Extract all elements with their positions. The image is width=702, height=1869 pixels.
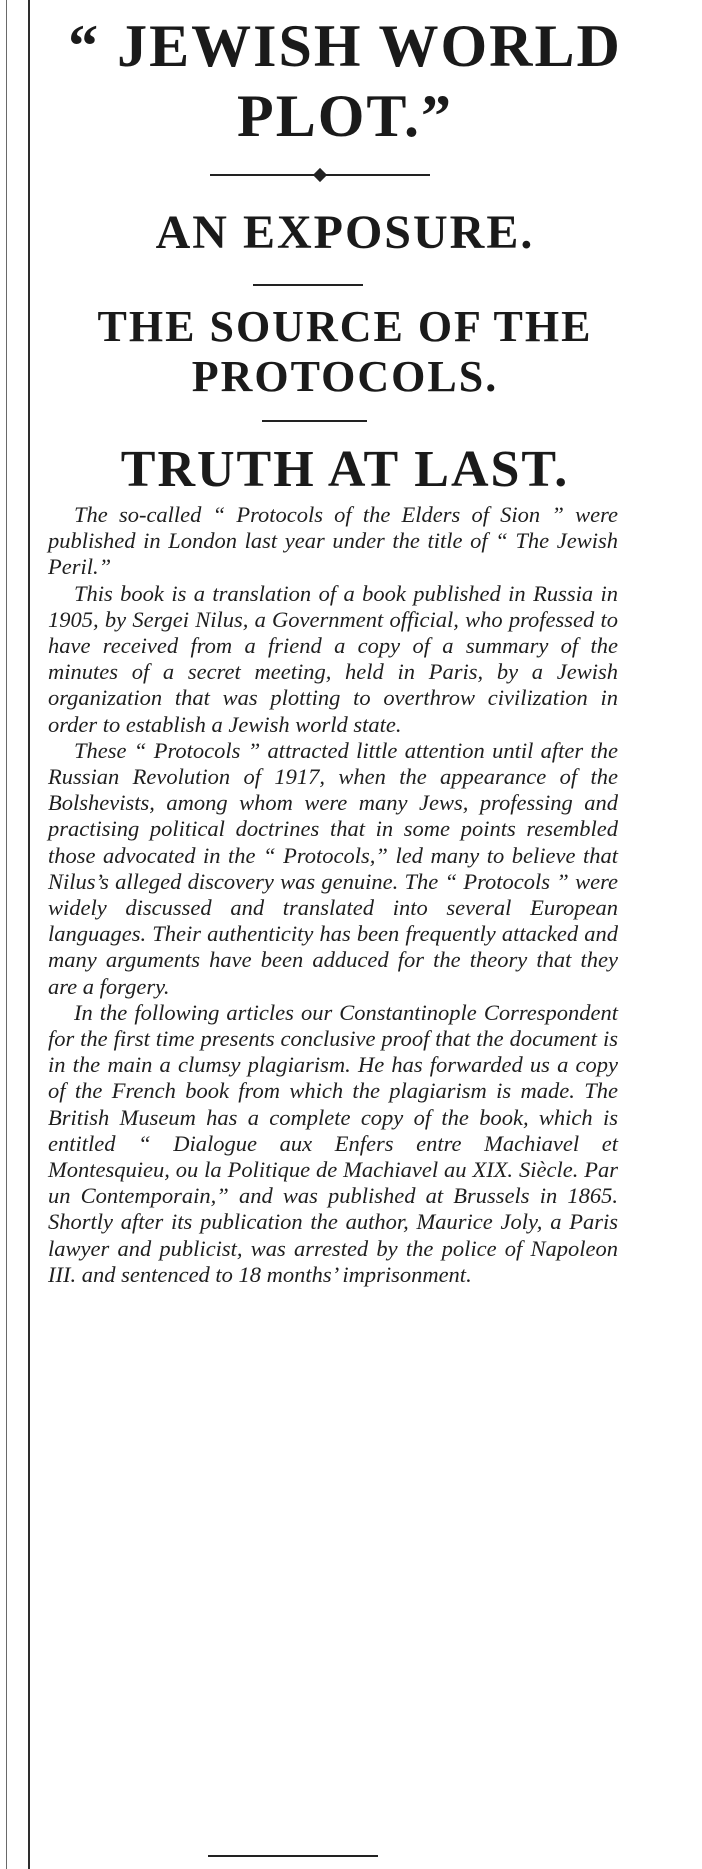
subhead-source-line-2: PROTOCOLS. xyxy=(191,352,499,401)
left-margin-rule xyxy=(6,0,7,1869)
article-body xyxy=(48,502,618,1288)
paragraph-3: These “ Protocols ” attracted little attention until after the Russian Revolution of 1917, when the appearance of the Bolshevists, among whom were many Jews, professing and practising political doctrines that in some points resembled those advocated in the “ Protocols,” led many to believe that Nilus’s alleged discovery was genuine. The “ Protocols ” were widely discussed and translated into several European languages. Their authenticity has been frequently attacked and many arguments have been adduced for the theory that they are a forgery. xyxy=(48,737,618,999)
headline-line-2: PLOT.” xyxy=(237,83,453,149)
divider-rule-3 xyxy=(262,420,367,422)
divider-rule-end xyxy=(208,1855,378,1857)
subhead-exposure: AN EXPOSURE. xyxy=(155,206,535,259)
subhead-source-line-1: THE SOURCE OF THE xyxy=(97,302,593,351)
subhead-truth: TRUTH AT LAST. xyxy=(120,441,570,498)
headline-line-1: “ JEWISH WORLD xyxy=(68,13,622,79)
divider-ornament xyxy=(313,168,327,182)
column-rule xyxy=(28,0,30,1869)
newspaper-column xyxy=(40,0,650,1869)
paragraph-4: In the following articles our Constantinople Correspondent for the first time presents conclusive proof that the document is in the main a clumsy plagiarism. He has forwarded us a copy of the French book from which the plagiarism is made. The British Museum has a complete copy of the book, which is entitled “ Dialogue aux Enfers entre Machiavel et Montesquieu, ou la Politique de Machiavel au XIX. Siècle. Par un Contemporain,” and was published at Brussels in 1865. Shortly after its publication the author, Maurice Joly, a Paris lawyer and publicist, was arrested by the police of Napoleon III. and sentenced to 18 months’ imprisonment. xyxy=(48,999,618,1287)
divider-rule-2 xyxy=(253,284,363,286)
paragraph-2: This book is a translation of a book published in Russia in 1905, by Sergei Nilus, a Government official, who professed to have received from a friend a copy of a summary of the minutes of a secret meeting, held in Paris, by a Jewish organization that was plotting to overthrow civilization in order to establish a Jewish world state. xyxy=(48,580,618,737)
paragraph-1: The so-called “ Protocols of the Elders of Sion ” were published in London last year under the title of “ The Jewish Peril.” xyxy=(48,502,618,580)
